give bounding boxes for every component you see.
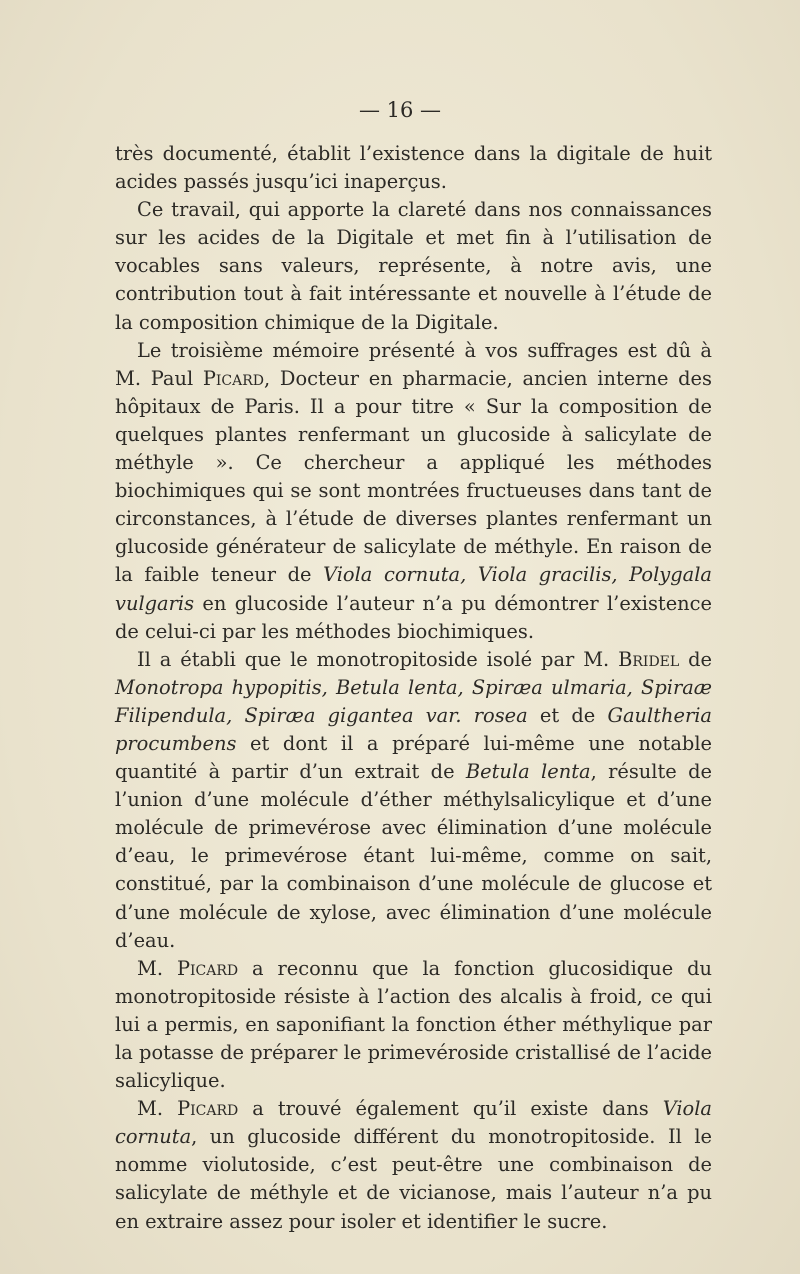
- text-run: , Docteur en pharmacie, ancien interne des hôpitaux de Paris. Il a pour titre « Sur la composition de quelques plantes renfermant un glucoside à salicylate de méthyle ». Ce chercheur a appliqué les méthodes biochimiques qui se sont montrées fructueuses dans tant de circonstances, à l’étude de diverses plantes renfermant un glucoside générateur de salicylate de méthyle. En raison de la faible teneur de: [115, 366, 712, 587]
- text-run: Ce travail, qui apporte la clareté dans nos connaissances sur les acides de la Digitale et met fin à l’utilisation de vocables sans valeurs, représente, à notre avis, une contribution tout à fait intéressante et nouvelle à l’étude de la composition chimique de la Digitale.: [115, 198, 712, 334]
- text-run: très documenté, établit l’existence dans la digitale de huit acides passés jusqu’ici inaperçus.: [115, 142, 712, 194]
- text-run: M.: [137, 1097, 178, 1121]
- text-run: a trouvé également qu’il existe dans: [238, 1097, 663, 1121]
- paragraph: [115, 140, 712, 196]
- author-name: Picard: [202, 366, 265, 390]
- paragraph: [115, 646, 712, 955]
- text-run: M.: [137, 956, 177, 980]
- paragraph: [115, 955, 712, 1095]
- italic-text: Gaultheria procumbens: [115, 703, 712, 755]
- italic-text: Monotropa hypopitis, Betula lenta, Spiræa ulmaria, Spiraæ Filipendula, Spiræa gigantea var. rosea: [115, 675, 712, 727]
- text-run: Il a établi que le monotropitoside isolé par M.: [137, 647, 619, 671]
- author-name: Bridel: [618, 647, 680, 671]
- author-name: Picard: [176, 956, 239, 980]
- text-run: et dont il a préparé lui-même une notable quantité à partir d’un extrait de: [115, 731, 712, 784]
- italic-text: Viola cornuta, Viola gracilis, Polygala vulgaris: [115, 563, 712, 615]
- italic-text: Betula lenta: [465, 760, 591, 784]
- text-run: et de: [527, 703, 608, 727]
- page-number: — 16 —: [358, 98, 442, 122]
- text-run: a reconnu que la fonction glucosidique du monotropitoside résiste à l’action des alcalis à froid, ce qui lui a permis, en saponifiant la fonction éther méthylique par la potasse de préparer le primevéroside cristallisé de l’acide salicylique.: [115, 956, 712, 1093]
- text-run: , résulte de l’union d’une molécule d’éther méthylsalicylique et d’une molécule de primevérose avec élimination d’une molécule d’eau, le primevérose étant lui-même, comme on sait, constitué, par la combinaison d’une molécule de glucose et d’une molécule de xylose, avec élimination d’une molécule d’eau.: [115, 760, 712, 952]
- text-run: , un glucoside différent du monotropitoside. Il le nomme violutoside, c’est peut-être une combinaison de salicylate de méthyle et de vicianose, mais l’auteur n’a pu en extraire assez pour isoler et identifier le sucre.: [115, 1125, 712, 1233]
- paragraph: [115, 337, 712, 646]
- text-run: Le troisième mémoire présenté à vos suffrages est dû à M. Paul: [115, 338, 712, 390]
- text-run: en glucoside l’auteur n’a pu démontrer l’existence de celui-ci par les méthodes biochimiques.: [115, 591, 712, 643]
- paragraph: [115, 196, 712, 336]
- paragraph: [115, 1095, 712, 1235]
- italic-text: Viola cornuta: [115, 1097, 712, 1149]
- text-run: de: [679, 647, 712, 671]
- author-name: Picard: [177, 1097, 239, 1121]
- body-text: [115, 140, 712, 1236]
